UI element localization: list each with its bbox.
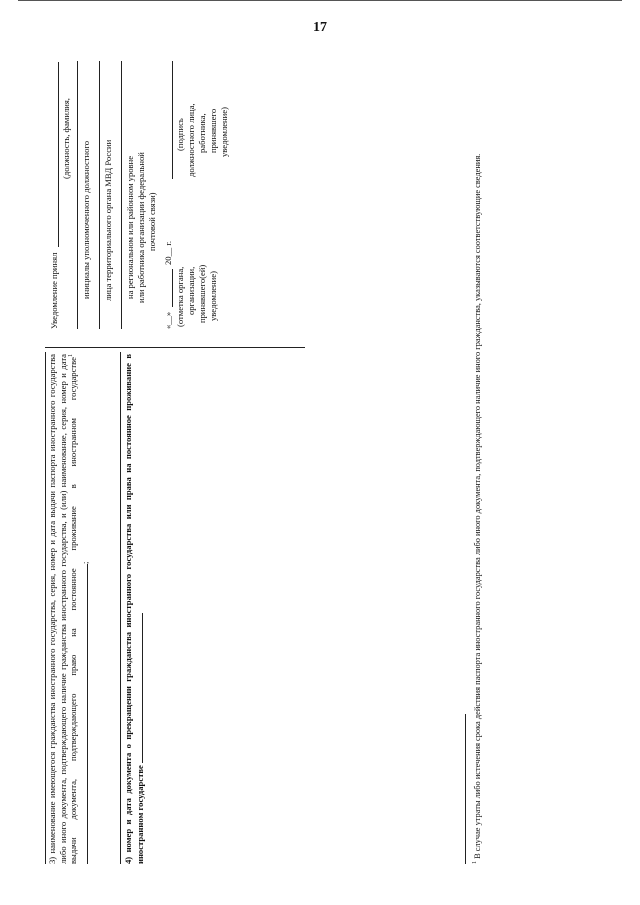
item-4-fill-line	[134, 613, 143, 763]
rotated-content	[45, 58, 565, 864]
footnote	[473, 64, 483, 864]
item-3-fill-line	[79, 564, 88, 864]
footnote-text: В случае утраты либо истечения срока действия паспорта иностранного государства либо иного документа, подтверждающего наличие иного гражданства, указываются соответствующие сведения.	[473, 153, 482, 859]
date-month-line	[172, 269, 173, 307]
item-4-paragraph	[123, 354, 145, 864]
footnote-rule	[465, 714, 466, 864]
sign-caption-5: уведомление)	[219, 107, 229, 157]
table-top-line	[45, 352, 46, 864]
caption-initials: инициалы уполномоченного должностного	[81, 140, 91, 299]
receipt-name-line	[58, 62, 59, 247]
stamp-caption-1: (отметка органа,	[175, 266, 185, 327]
receipt-block	[45, 59, 465, 329]
stamp-caption-3: принявшего(ей)	[197, 264, 207, 323]
top-border-line	[18, 0, 622, 1]
footnote-mark: 1	[472, 861, 479, 864]
caption-level-2: или работника организации федеральной	[136, 152, 146, 303]
receipt-line-3	[99, 61, 100, 329]
item-4-text: 4) номер и дата документа о прекращении гражданства иностранного государства или права на постоянное проживание в иностранном государстве	[123, 354, 145, 864]
sign-caption-1: (подпись	[175, 118, 185, 151]
item-3-footnote-ref: 1	[68, 354, 75, 357]
caption-level-3: почтовой связи)	[147, 192, 157, 251]
receipt-line-2	[77, 61, 78, 329]
sign-caption-4: принявшего	[208, 108, 218, 153]
sign-caption-2: должностного лица,	[186, 103, 196, 177]
rotated-page-body	[45, 58, 565, 864]
sign-caption-3: работника,	[197, 113, 207, 153]
receipt-title: Уведомление принял	[49, 252, 59, 329]
date-year: 20__ г.	[163, 240, 173, 265]
item-3-paragraph: 3) наименование имеющегося гражданства иностранного государства, серия, номер и дата выдачи паспорта иностранного государства либо иного документа, подтверждающего наличие гражданства иностранного государства, и (или) наименование, серия, номер и дата выдачи документа, подтверждающего право на постоянное проживание в иностранном государстве$^1$ ;	[47, 354, 90, 864]
item-3-text: 3) наименование имеющегося гражданства иностранного государства, серия, номер и дата выдачи паспорта иностранного государства либо иного документа, подтверждающего наличие гражданства иностранного государства, и (или) наименование, серия, номер и дата выдачи документа, подтверждающего право на постоянное проживание в иностранном государстве	[47, 354, 79, 864]
signature-line	[172, 61, 173, 179]
stamp-caption-4: уведомление)	[208, 271, 218, 321]
caption-body: лица территориального органа МВД России	[103, 139, 113, 301]
caption-position: (должность, фамилия,	[61, 98, 71, 179]
table-row-divider	[120, 352, 121, 864]
stamp-caption-2: организации,	[186, 266, 196, 315]
receipt-line-4	[121, 61, 122, 329]
column-divider	[45, 347, 305, 348]
date-day: «__»	[163, 311, 173, 329]
page-number: 17	[313, 20, 327, 35]
caption-level-1: на региональном или районном уровне	[125, 155, 135, 299]
